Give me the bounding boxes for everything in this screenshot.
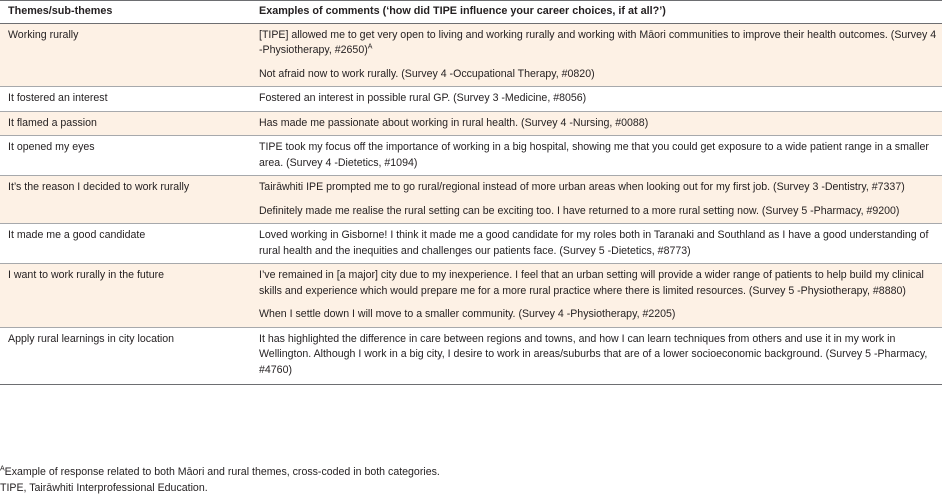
header-themes: Themes/sub-themes xyxy=(0,1,251,24)
table-row xyxy=(0,176,942,224)
comments-cell xyxy=(251,23,942,87)
table-row xyxy=(0,327,942,382)
comment-body: Definitely made me realise the rural setting can be exciting too. I have returned to a more rural setting now. (Survey 5 -Pharmacy, #9200) xyxy=(259,204,900,217)
comment-text xyxy=(259,204,938,220)
comment-body: Loved working in Gisborne! I think it made me a good candidate for my roles both in Taranaki and Southland as I have a good understanding of rural health and the inequities and challenges our patients face. (Survey 5 -Dietetics, #8773) xyxy=(259,229,929,257)
table-row xyxy=(0,264,942,328)
footnotes xyxy=(0,464,942,496)
comment-body: I’ve remained in [a major] city due to my inexperience. I feel that an urban setting will provide a wider range of patients to help build my clinical skills and experience which would prepare me for a more rural practice where there is limited resources. (Survey 5 -Physiotherapy, #8880) xyxy=(259,269,924,297)
comment-body: When I settle down I will move to a smaller community. (Survey 4 -Physiotherapy, #2205) xyxy=(259,308,676,320)
comment-text xyxy=(259,116,938,132)
table-row xyxy=(0,224,942,264)
theme-cell: It flamed a passion xyxy=(0,111,251,136)
theme-cell: Apply rural learnings in city location xyxy=(0,327,251,382)
header-examples: Examples of comments (‘how did TIPE influence your career choices, if at all?’) xyxy=(251,1,942,24)
theme-cell: I want to work rurally in the future xyxy=(0,264,251,328)
theme-cell: Working rurally xyxy=(0,23,251,87)
comment-text xyxy=(259,228,938,259)
comment-body: It has highlighted the difference in care between regions and towns, and how I can learn techniques from others and use it in my work in Wellington. Although I work in a big city, I desire to work in areas/suburbs that are of a lower socioeconomic background. (Survey 5 -Pharmacy, #4760) xyxy=(259,332,928,376)
footnote-a xyxy=(0,464,942,480)
theme-cell: It’s the reason I decided to work rurally xyxy=(0,176,251,224)
footnote-a-marker: A xyxy=(0,465,5,473)
table-body xyxy=(0,23,942,382)
comment-text xyxy=(259,180,938,196)
comment-text xyxy=(259,91,938,107)
theme-cell: It made me a good candidate xyxy=(0,224,251,264)
table-header-row xyxy=(0,1,942,24)
comments-cell xyxy=(251,264,942,328)
footnote-a-text: Example of response related to both Māori and rural themes, cross-coded in both categories. xyxy=(4,466,440,478)
theme-cell: It opened my eyes xyxy=(0,136,251,176)
comment-text xyxy=(259,28,938,59)
comment-text xyxy=(259,332,938,379)
comment-body: Has made me passionate about working in rural health. (Survey 4 -Nursing, #0088) xyxy=(259,116,649,129)
comment-body: Not afraid now to work rurally. (Survey 4 -Occupational Therapy, #0820) xyxy=(259,67,595,80)
comment-text xyxy=(259,67,938,83)
comments-cell xyxy=(251,111,942,136)
comment-body: Tairāwhiti IPE prompted me to go rural/regional instead of more urban areas when looking out for my first job. (Survey 3 -Dentistry, #7337) xyxy=(259,181,905,193)
comment-text xyxy=(259,140,938,171)
footnote-marker: A xyxy=(367,43,373,51)
table-row xyxy=(0,136,942,176)
table-bottom-rule xyxy=(0,384,942,385)
comment-body: Fostered an interest in possible rural GP. (Survey 3 -Medicine, #8056) xyxy=(259,92,587,104)
table-row xyxy=(0,87,942,112)
comment-text xyxy=(259,307,938,323)
comments-cell xyxy=(251,224,942,264)
comments-cell xyxy=(251,176,942,224)
footnote-abbreviation: TIPE, Tairāwhiti Interprofessional Education. xyxy=(0,482,208,494)
comment-body: TIPE took my focus off the importance of working in a big hospital, showing me that you could get exposure to a wide patient range in a smaller area. (Survey 4 -Dietetics, #1094) xyxy=(259,141,929,169)
comments-cell xyxy=(251,87,942,112)
comment-text xyxy=(259,268,938,299)
comment-body: [TIPE] allowed me to get very open to living and working rurally and working with Māori communities to improve their health outcomes. (Survey 4 -Physiotherapy, #2650) xyxy=(259,28,937,56)
table-row xyxy=(0,23,942,87)
table-row xyxy=(0,111,942,136)
theme-cell: It fostered an interest xyxy=(0,87,251,112)
comments-cell xyxy=(251,327,942,382)
comments-cell xyxy=(251,136,942,176)
